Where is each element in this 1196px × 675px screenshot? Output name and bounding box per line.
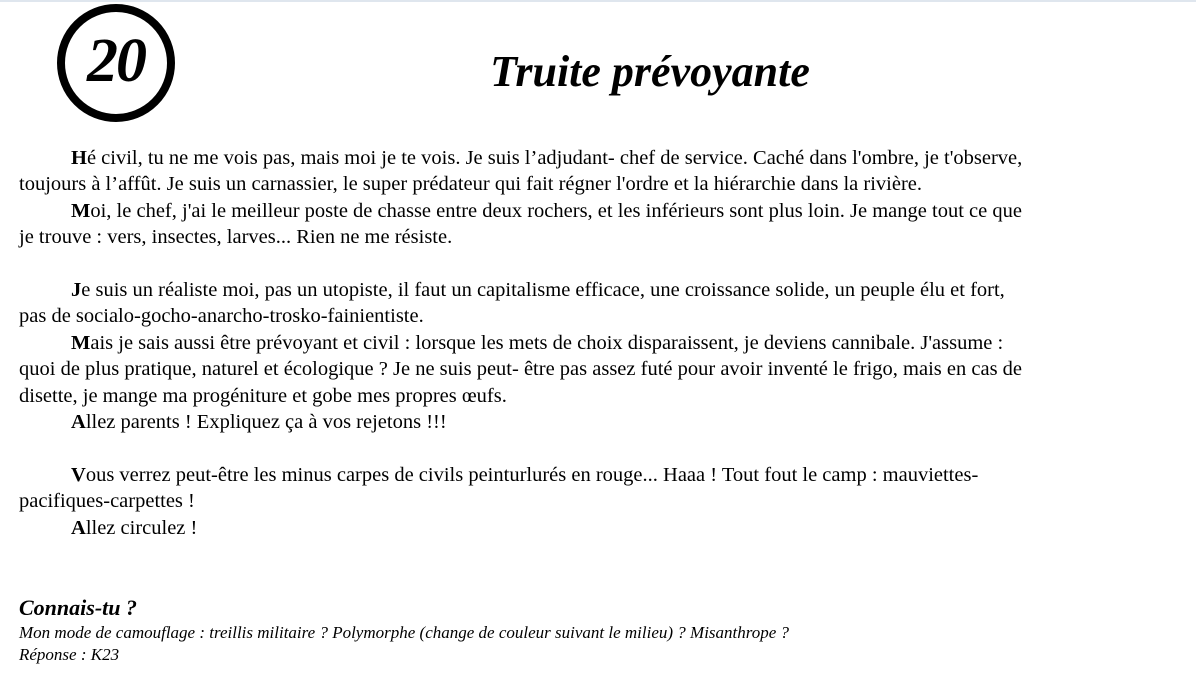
paragraph [19, 462, 1029, 515]
paragraph-initial: J [71, 279, 82, 302]
top-divider [0, 0, 1196, 2]
paragraph [19, 515, 1029, 541]
paragraph-initial: M [71, 331, 91, 354]
paragraph-text: é civil, tu ne me vois pas, mais moi je te vois. Je suis l’adjudant- chef de service. Caché dans l'ombre, je t'observe, toujours à l’affût. Je suis un carnassier, le super prédateur qui fait régner l'ordre et la hiérarchie dans la rivière. [19, 147, 1023, 196]
paragraph-text: oi, le chef, j'ai le meilleur poste de chasse entre deux rochers, et les inférieurs sont plus loin. Je mange tout ce que je trouve : vers, insectes, larves... Rien ne me résiste. [19, 199, 1022, 249]
paragraph-text: llez parents ! Expliquez ça à vos rejetons !!! [85, 411, 447, 434]
quiz-section [19, 594, 1119, 666]
paragraph-text: ous verrez peut-être les minus carpes de civils peinturlurés en rouge... Haaa ! Tout fout le camp : mauviettes-pacifiques-carpettes ! [19, 463, 979, 513]
paragraph [19, 277, 1029, 330]
paragraph-initial: H [71, 147, 87, 169]
paragraph [19, 409, 1029, 435]
quiz-answer: Réponse : K23 [19, 645, 120, 664]
paragraph-text: e suis un réaliste moi, pas un utopiste, il faut un capitalisme efficace, une croissance solide, un peuple élu et fort, pas de socialo-gocho-anarcho-trosko-fainientiste. [19, 279, 1005, 328]
paragraph-initial: A [71, 411, 86, 434]
paragraph-initial: A [71, 516, 86, 539]
paragraph-initial: V [71, 463, 86, 486]
paragraph [19, 198, 1029, 251]
paragraph-text: ais je sais aussi être prévoyant et civil : lorsque les mets de choix disparaissent, je deviens cannibale. J'assume : quoi de plus pratique, naturel et écologique ? Je ne suis peut- être pas assez futé pour avoir inventé le frigo, mais en cas de disette, je mange ma progéniture et gobe mes propres œufs. [19, 331, 1023, 407]
paragraph [19, 145, 1029, 198]
paragraph-spacer [19, 251, 1029, 277]
paragraph-initial: M [71, 199, 91, 222]
chapter-number: 20 [87, 27, 145, 95]
quiz-heading: Connais-tu ? [19, 595, 137, 620]
paragraph-spacer [19, 435, 1029, 461]
quiz-question: Mon mode de camouflage : treillis militaire ? Polymorphe (change de couleur suivant le milieu) ? Misanthrope ? [19, 623, 790, 642]
paragraph-text: llez circulez ! [85, 516, 198, 539]
chapter-number-badge [57, 4, 175, 122]
story-body [19, 145, 1029, 541]
page-title: Truite prévoyante [490, 47, 810, 96]
paragraph [19, 330, 1029, 409]
